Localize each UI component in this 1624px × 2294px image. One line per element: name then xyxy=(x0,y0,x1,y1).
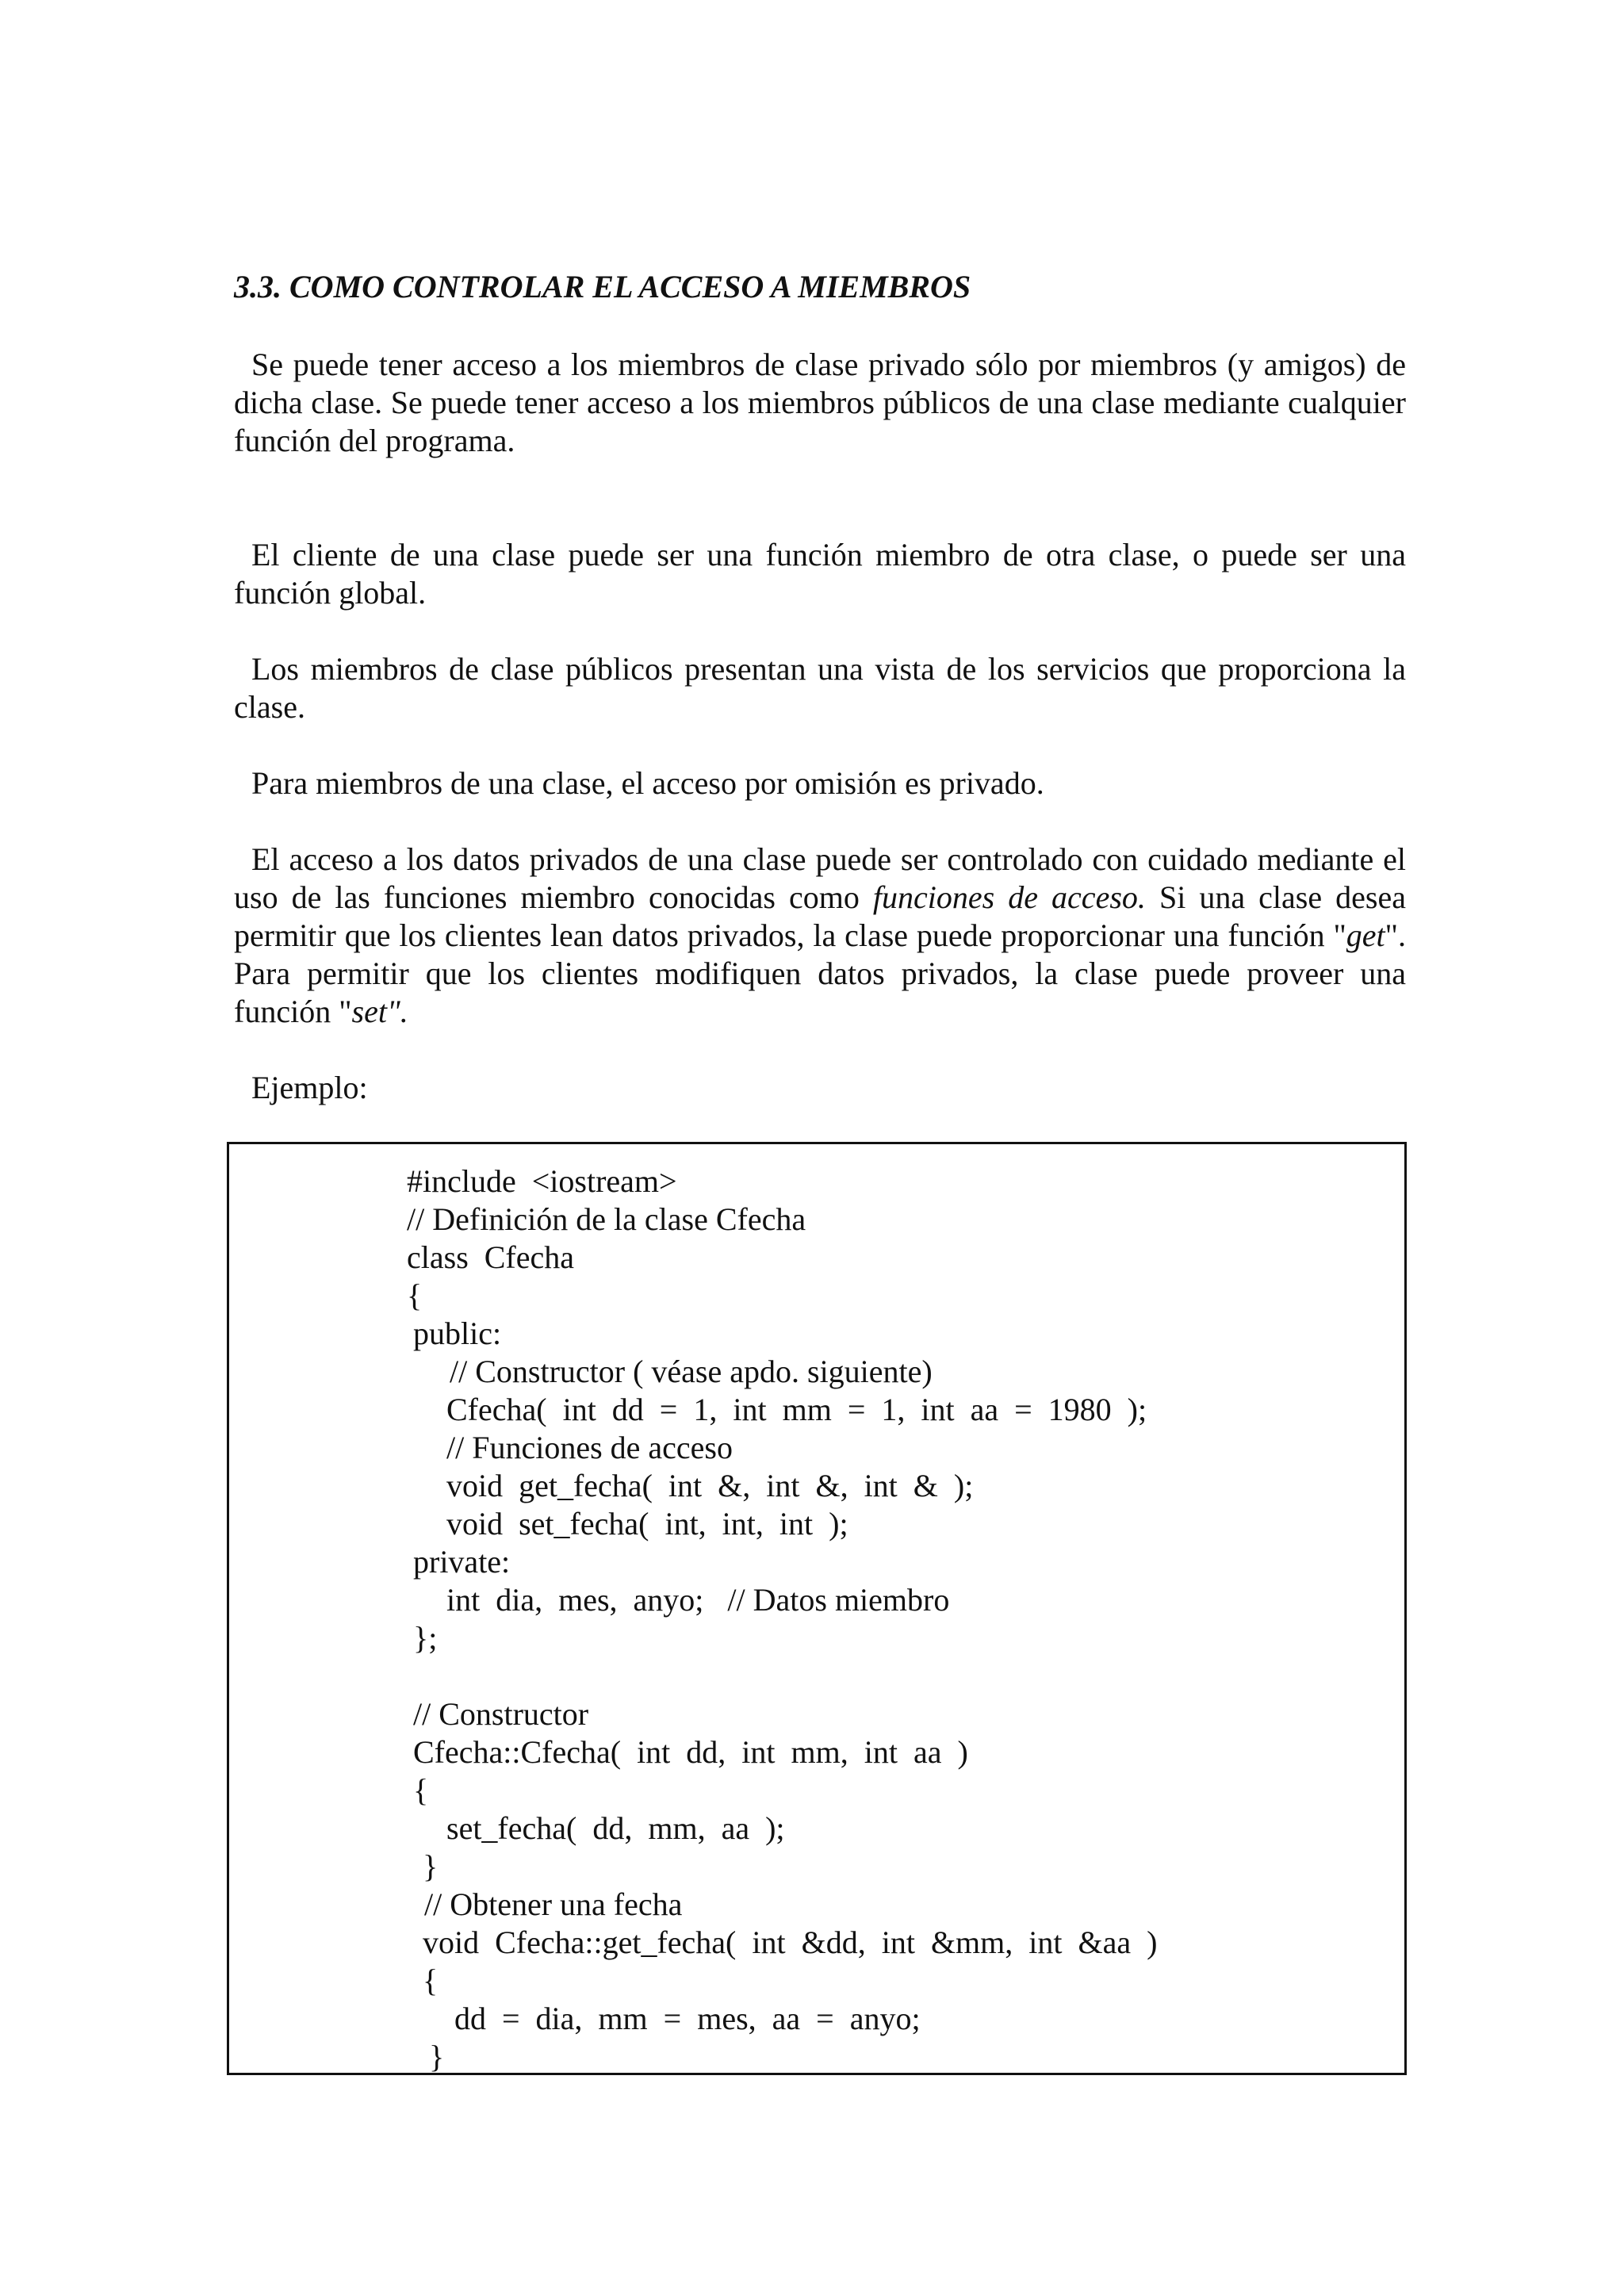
paragraph-access-private: Se puede tener acceso a los miembros de clase privado sólo por miembros (y amigos) de dicha clase. Se puede tener acceso a los miembros públicos de una clase mediante cualquier función del programa. xyxy=(234,347,1406,458)
section-heading: 3.3. COMO CONTROLAR EL ACCESO A MIEMBROS xyxy=(234,269,971,304)
code-line: void Cfecha::get_fecha( int &dd, int &mm, int &aa ) xyxy=(423,1924,1158,1960)
p5-italic-set: set". xyxy=(351,994,408,1029)
code-line: void set_fecha( int, int, int ); xyxy=(446,1506,848,1541)
code-line: private: xyxy=(413,1544,511,1580)
p5-text-3: ". Para permitir que los clientes modifiquen datos privados, la clase puede proveer una función " xyxy=(234,917,1406,1029)
code-line: void get_fecha( int &, int &, int & ); xyxy=(446,1468,974,1503)
code-line: int dia, mes, anyo; // Datos miembro xyxy=(446,1582,950,1618)
code-line: public: xyxy=(413,1316,502,1351)
code-line: } xyxy=(429,2039,445,2074)
paragraph-client: El cliente de una clase puede ser una función miembro de otra clase, o puede ser una función global. xyxy=(234,537,1406,611)
code-line: dd = dia, mm = mes, aa = anyo; xyxy=(454,2001,921,2036)
code-line: class Cfecha xyxy=(407,1239,575,1275)
paragraph-default-access: Para miembros de una clase, el acceso por omisión es privado. xyxy=(251,765,1044,801)
paragraph-public-members: Los miembros de clase públicos presentan una vista de los servicios que proporciona la clase. xyxy=(234,651,1406,725)
p5-italic-access-functions: funciones de acceso. xyxy=(872,879,1146,915)
code-line: { xyxy=(413,1772,429,1808)
code-line: { xyxy=(423,1963,439,1998)
code-line: }; xyxy=(413,1620,438,1656)
code-line: Cfecha( int dd = 1, int mm = 1, int aa = 1980 ); xyxy=(446,1392,1147,1427)
code-line: Cfecha::Cfecha( int dd, int mm, int aa ) xyxy=(413,1734,968,1770)
p5-text-2: Si una clase desea permitir que los clientes lean datos privados, la clase puede proporcionar una función " xyxy=(234,879,1406,953)
p5-italic-get: get xyxy=(1346,917,1385,953)
code-line: #include <iostream> xyxy=(407,1163,677,1199)
paragraph-example-label: Ejemplo: xyxy=(251,1070,368,1105)
code-line: // Obtener una fecha xyxy=(424,1886,683,1922)
code-line: // Definición de la clase Cfecha xyxy=(407,1201,806,1237)
paragraph-access-functions xyxy=(234,841,1406,1031)
code-line: // Constructor ( véase apdo. siguiente) xyxy=(450,1354,933,1389)
code-line: } xyxy=(423,1848,439,1884)
code-line: { xyxy=(407,1277,423,1313)
code-line: // Funciones de acceso xyxy=(446,1430,733,1465)
p5-text-1: El acceso a los datos privados de una clase puede ser controlado con cuidado mediante el uso de las funciones miembro conocidas como xyxy=(234,841,1406,915)
code-line: set_fecha( dd, mm, aa ); xyxy=(446,1810,785,1846)
code-line: // Constructor xyxy=(413,1696,589,1732)
